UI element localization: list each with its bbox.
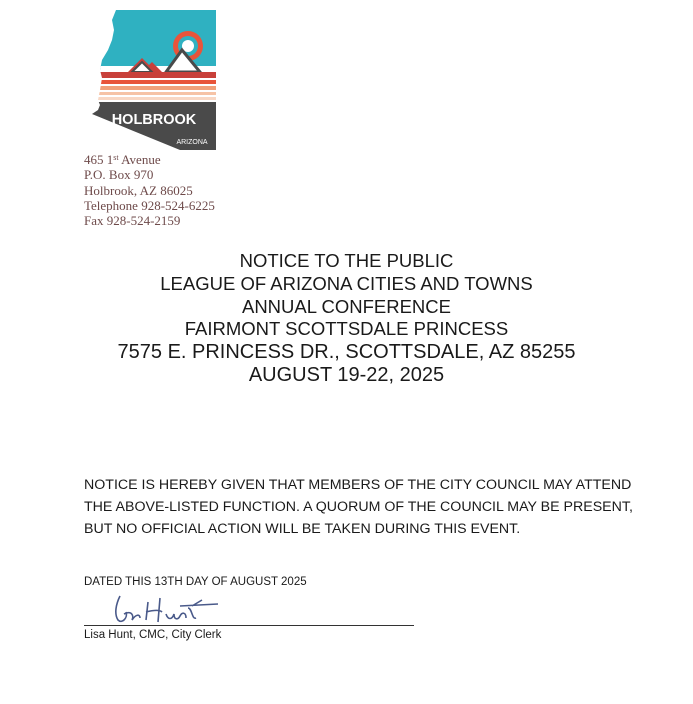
logo-name: HOLBROOK: [111, 112, 197, 128]
address-block: [84, 152, 215, 228]
address-telephone: Telephone 928-524-6225: [84, 197, 215, 213]
address-street: 465 1st Avenue: [84, 152, 161, 167]
logo-state: ARIZONA: [176, 139, 208, 146]
notice-line-5: 7575 E. PRINCESS DR., SCOTTSDALE, AZ 85255: [117, 341, 576, 364]
notice-line-6: AUGUST 19-22, 2025: [248, 363, 445, 386]
dated-line: DATED THIS 13TH DAY OF AUGUST 2025: [84, 576, 307, 588]
address-city: Holbrook, AZ 86025: [84, 182, 193, 198]
signature-line: [84, 625, 414, 626]
notice-line-1: NOTICE TO THE PUBLIC: [239, 250, 454, 271]
holbrook-logo: [92, 10, 216, 150]
notice-title: [0, 250, 693, 387]
signer-name: Lisa Hunt, CMC, City Clerk: [84, 629, 222, 641]
notice-body: NOTICE IS HEREBY GIVEN THAT MEMBERS OF THE CITY COUNCIL MAY ATTEND THE ABOVE-LISTED FUNCTION. A QUORUM OF THE COUNCIL MAY BE PRESENT, BUT NO OFFICIAL ACTION WILL BE TAKEN DURING THIS EVENT.: [84, 477, 633, 538]
notice-line-4: FAIRMONT SCOTTSDALE PRINCESS: [184, 318, 509, 340]
notice-line-3: ANNUAL CONFERENCE: [241, 295, 451, 317]
signature: [110, 590, 230, 630]
notice-line-2: LEAGUE OF ARIZONA CITIES AND TOWNS: [160, 272, 533, 294]
address-fax: Fax 928-524-2159: [84, 213, 181, 229]
address-po-box: P.O. Box 970: [84, 167, 154, 183]
